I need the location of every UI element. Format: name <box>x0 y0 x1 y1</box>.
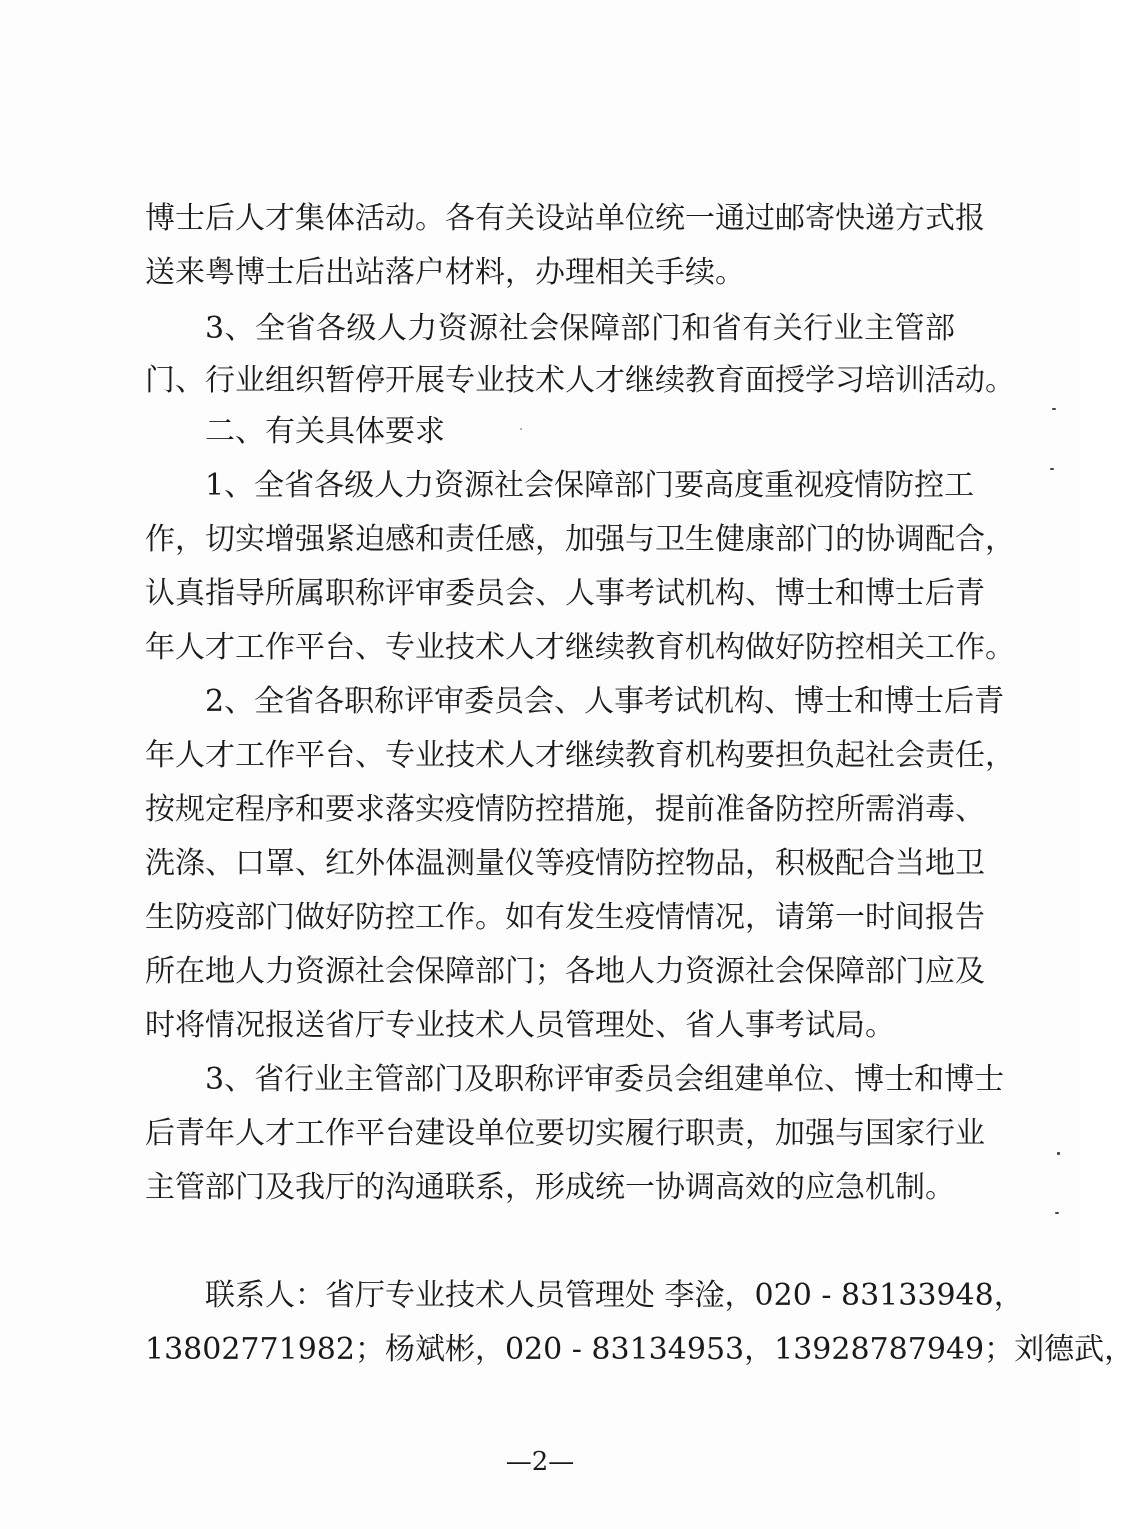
text-line-16: 时将情况报送省厅专业技术人员管理处、省人事考试局。 <box>145 1008 895 1043</box>
text-line-17: 3、省行业主管部门及职称评审委员会组建单位、博士和博士 <box>205 1062 1005 1097</box>
text-line-13: 洗涤、口罩、红外体温测量仪等疫情防控物品，积极配合当地卫 <box>145 846 985 881</box>
text-line-14: 生防疫部门做好防控工作。如有发生疫情情况，请第一时间报告 <box>145 900 985 935</box>
text-line-11: 年人才工作平台、专业技术人才继续教育机构要担负起社会责任， <box>145 738 1015 773</box>
text-line-18: 后青年人才工作平台建设单位要切实履行职责，加强与国家行业 <box>145 1116 985 1151</box>
scan-speck <box>1057 1152 1060 1155</box>
text-line-8: 认真指导所属职称评审委员会、人事考试机构、博士和博士后青 <box>145 576 985 611</box>
text-line-10: 2、全省各职称评审委员会、人事考试机构、博士和博士后青 <box>205 684 1005 719</box>
text-line-12: 按规定程序和要求落实疫情防控措施，提前准备防控所需消毒、 <box>145 792 985 827</box>
page-number: —2— <box>505 1447 575 1477</box>
text-line-2: 送来粤博士后出站落户材料，办理相关手续。 <box>145 255 745 290</box>
text-line-3: 3、全省各级人力资源社会保障部门和省有关行业主管部 <box>205 311 955 346</box>
text-line-9: 年人才工作平台、专业技术人才继续教育机构做好防控相关工作。 <box>145 630 1015 665</box>
text-line-6: 1、全省各级人力资源社会保障部门要高度重视疫情防控工 <box>205 468 975 503</box>
text-line-4: 门、行业组织暂停开展专业技术人才继续教育面授学习培训活动。 <box>145 363 1015 398</box>
section-heading: 二、有关具体要求 <box>205 414 445 449</box>
text-line-15: 所在地人力资源社会保障部门；各地人力资源社会保障部门应及 <box>145 954 985 989</box>
contact-line-1: 联系人：省厅专业技术人员管理处 李淦，020 - 83133948， <box>205 1278 1024 1313</box>
text-line-7: 作，切实增强紧迫感和责任感，加强与卫生健康部门的协调配合， <box>145 522 1015 557</box>
scan-speck <box>1052 408 1056 410</box>
contact-line-2: 13802771982；杨斌彬，020 - 83134953，13928787949；刘德武， <box>145 1332 1134 1367</box>
scan-speck <box>520 428 522 430</box>
text-line-1: 博士后人才集体活动。各有关设站单位统一通过邮寄快递方式报 <box>145 201 985 236</box>
scan-speck <box>1055 1212 1059 1214</box>
scan-speck <box>1050 468 1054 470</box>
text-line-19: 主管部门及我厅的沟通联系，形成统一协调高效的应急机制。 <box>145 1170 955 1205</box>
